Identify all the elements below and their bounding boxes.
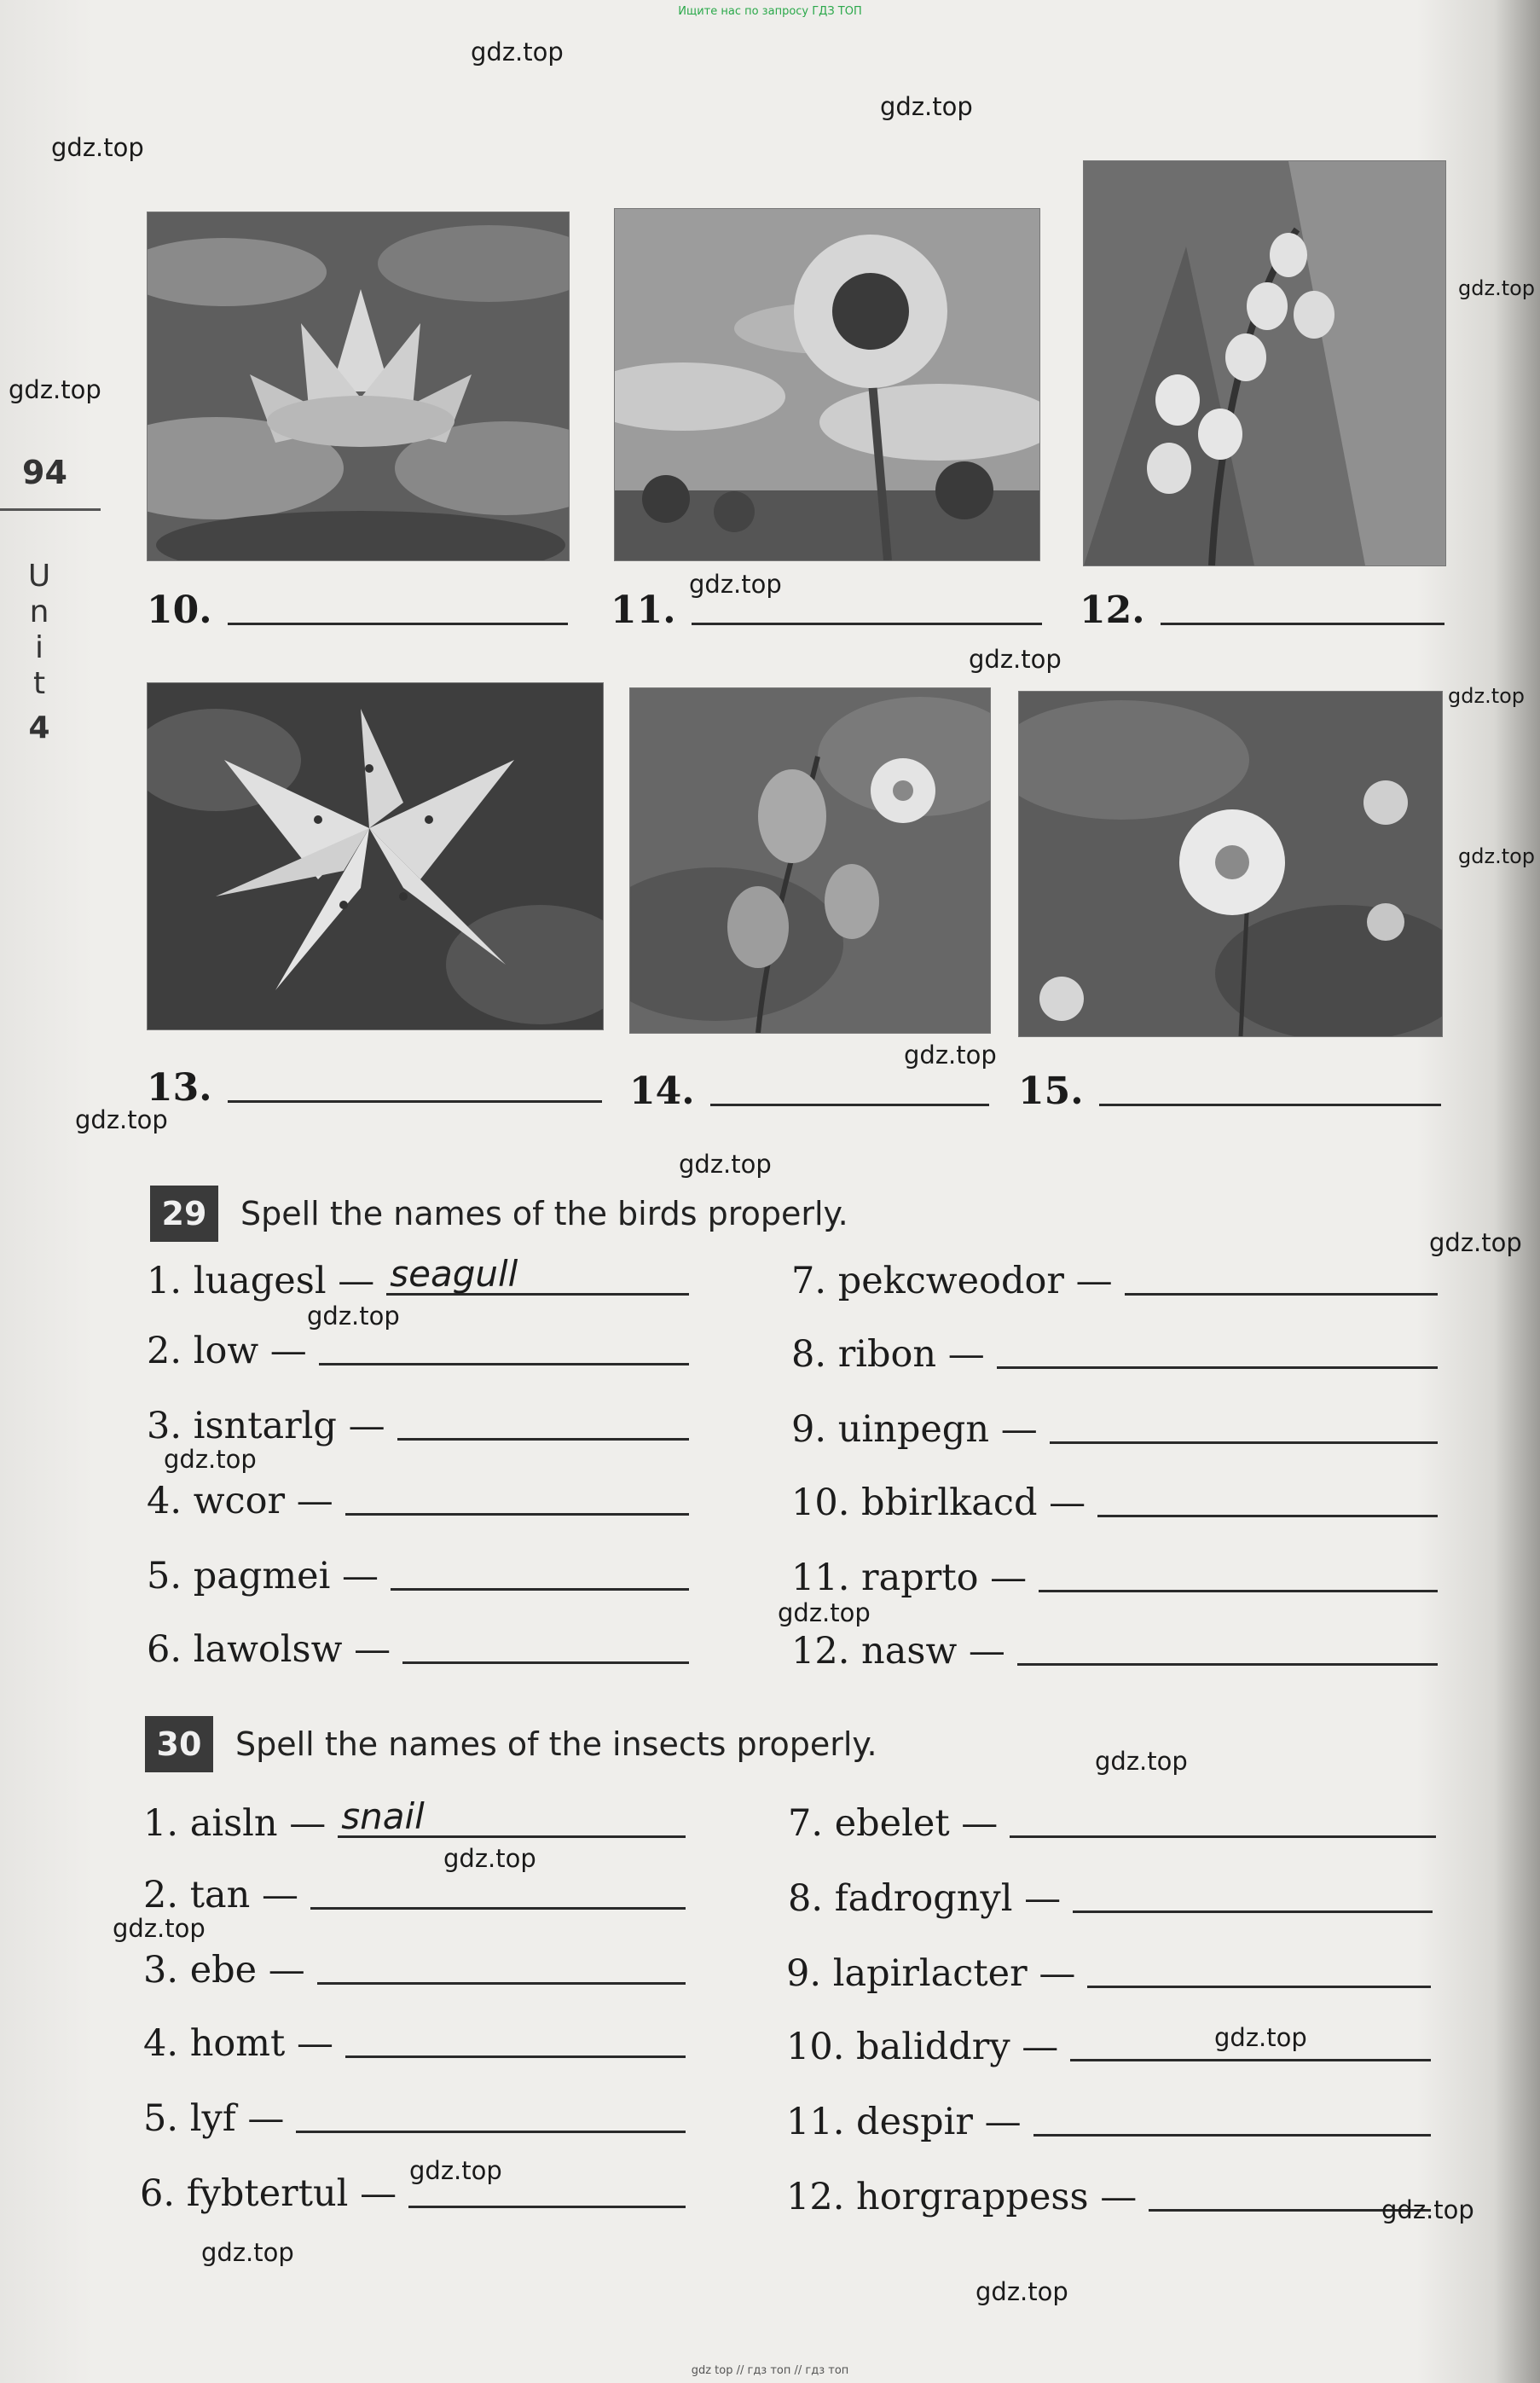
answer-field[interactable] xyxy=(997,1332,1438,1369)
unit-number: 4 xyxy=(28,710,50,745)
sunflower-photo xyxy=(614,208,1040,561)
watermark: gdz.top xyxy=(1429,1228,1522,1257)
watermark: gdz.top xyxy=(969,645,1062,674)
photo-caption: 10. xyxy=(147,589,568,632)
exercise-item: 10. baliddry — xyxy=(786,2025,1431,2068)
exercise-29-heading xyxy=(150,1186,848,1242)
exercise-title: Spell the names of the insects properly. xyxy=(235,1725,877,1763)
answer-field[interactable] xyxy=(317,1948,686,1985)
answer-line[interactable] xyxy=(228,623,568,625)
exercise-number-badge: 29 xyxy=(150,1186,218,1242)
watermark: gdz.top xyxy=(1095,1747,1188,1776)
answer-field[interactable] xyxy=(1033,2100,1431,2137)
exercise-item: 12. nasw — xyxy=(791,1629,1438,1673)
answer-field[interactable] xyxy=(402,1627,689,1664)
watermark: gdz.top xyxy=(1458,844,1536,868)
watermark: gdz.top xyxy=(976,2277,1068,2306)
answer-field[interactable] xyxy=(1125,1259,1438,1296)
watermark: gdz.top xyxy=(1458,276,1536,300)
watermark: gdz.top xyxy=(880,92,973,121)
answer-field[interactable] xyxy=(1050,1407,1438,1444)
exercise-item: 4. wcor — xyxy=(147,1479,689,1522)
exercise-item: 8. ribon — xyxy=(791,1332,1438,1376)
exercise-item: 6. fybtertul — xyxy=(140,2171,686,2215)
unit-letter: i xyxy=(34,630,43,665)
photo-caption: 14. xyxy=(629,1070,989,1113)
answer-field[interactable] xyxy=(391,1554,689,1591)
tiger-lily-photo xyxy=(147,682,604,1030)
exercise-item: 10. bbirlkacd — xyxy=(791,1481,1438,1524)
exercise-item: 12. horgrappess — xyxy=(786,2175,1431,2218)
watermark: gdz.top xyxy=(904,1041,997,1070)
exercise-item: 1. luagesl — seagull xyxy=(147,1255,689,1302)
unit-letter: U xyxy=(27,559,51,594)
exercise-item: 7. pekcweodor — xyxy=(791,1259,1438,1302)
exercise-item: 3. isntarlg — xyxy=(147,1404,689,1447)
watermark: gdz.top xyxy=(201,2238,294,2267)
watermark: gdz.top xyxy=(409,2156,502,2185)
page-number: 94 xyxy=(22,454,67,491)
watermark: gdz.top xyxy=(113,1914,206,1943)
bottom-banner[interactable]: gdz top // гдз топ // гдз топ xyxy=(691,2364,849,2377)
unit-letter: n xyxy=(29,594,49,629)
watermark: gdz.top xyxy=(51,133,144,162)
photo-caption: 11. xyxy=(611,589,1042,632)
exercise-item: 8. fadrognyl — xyxy=(788,1876,1433,1920)
unit-letter: t xyxy=(32,666,46,701)
answer-field[interactable] xyxy=(345,2021,686,2058)
answer-field[interactable] xyxy=(319,1329,689,1365)
answer-field[interactable] xyxy=(1017,1629,1438,1666)
watermark: gdz.top xyxy=(9,375,101,404)
exercise-item: 2. tan — xyxy=(143,1873,686,1916)
lily-of-the-valley-photo xyxy=(1083,160,1446,566)
page-number-rule xyxy=(0,508,101,511)
watermark: gdz.top xyxy=(1448,684,1526,708)
exercise-item: 9. uinpegn — xyxy=(791,1407,1438,1451)
watermark: gdz.top xyxy=(1214,2023,1307,2052)
watermark: gdz.top xyxy=(307,1302,400,1331)
daisy-photo xyxy=(1018,691,1443,1037)
water-lily-photo xyxy=(147,212,570,561)
exercise-30-heading xyxy=(145,1716,877,1772)
answer-field[interactable]: seagull xyxy=(386,1255,689,1296)
answer-line[interactable] xyxy=(228,1100,602,1103)
answer-field[interactable] xyxy=(1010,1801,1436,1838)
exercise-item: 7. ebelet — xyxy=(788,1801,1436,1845)
answer-field[interactable] xyxy=(1087,1951,1431,1988)
watermark: gdz.top xyxy=(679,1150,772,1179)
exercise-item: 1. aisln — snail xyxy=(143,1798,686,1845)
exercise-item: 6. lawolsw — xyxy=(147,1627,689,1671)
watermark: gdz.top xyxy=(164,1445,257,1474)
exercise-item: 11. despir — xyxy=(786,2100,1431,2143)
answer-field[interactable] xyxy=(296,2096,686,2133)
exercise-item: 5. pagmei — xyxy=(147,1554,689,1597)
answer-field[interactable] xyxy=(310,1873,686,1910)
watermark: gdz.top xyxy=(75,1105,168,1134)
photo-caption: 12. xyxy=(1080,589,1444,632)
unit-label xyxy=(22,559,56,746)
bluebell-photo xyxy=(629,687,991,1034)
answer-field[interactable] xyxy=(1097,1481,1438,1517)
watermark: gdz.top xyxy=(471,38,564,67)
answer-line[interactable] xyxy=(692,623,1042,625)
exercise-item: 5. lyf — xyxy=(143,2096,686,2140)
answer-field[interactable]: snail xyxy=(338,1798,686,1838)
answer-field[interactable] xyxy=(1073,1876,1433,1913)
watermark: gdz.top xyxy=(1381,2195,1474,2224)
answer-field[interactable] xyxy=(1039,1556,1438,1592)
watermark: gdz.top xyxy=(778,1598,871,1627)
exercise-item: 3. ebe — xyxy=(143,1948,686,1992)
exercise-item: 2. low — xyxy=(147,1329,689,1372)
top-banner[interactable]: Ищите нас по запросу ГДЗ ТОП xyxy=(678,5,862,18)
answer-line[interactable] xyxy=(1099,1104,1441,1106)
answer-line[interactable] xyxy=(710,1104,989,1106)
exercise-item: 9. lapirlacter — xyxy=(786,1951,1431,1995)
photo-caption: 15. xyxy=(1018,1070,1441,1113)
exercise-item: 11. raprto — xyxy=(791,1556,1438,1599)
watermark: gdz.top xyxy=(689,570,782,599)
answer-field[interactable] xyxy=(397,1404,689,1441)
exercise-item: 4. homt — xyxy=(143,2021,686,2065)
answer-line[interactable] xyxy=(1161,623,1444,625)
photo-caption: 13. xyxy=(147,1066,602,1110)
watermark: gdz.top xyxy=(443,1844,536,1873)
exercise-number-badge: 30 xyxy=(145,1716,213,1772)
answer-field[interactable] xyxy=(345,1479,689,1516)
exercise-title: Spell the names of the birds properly. xyxy=(240,1195,848,1232)
